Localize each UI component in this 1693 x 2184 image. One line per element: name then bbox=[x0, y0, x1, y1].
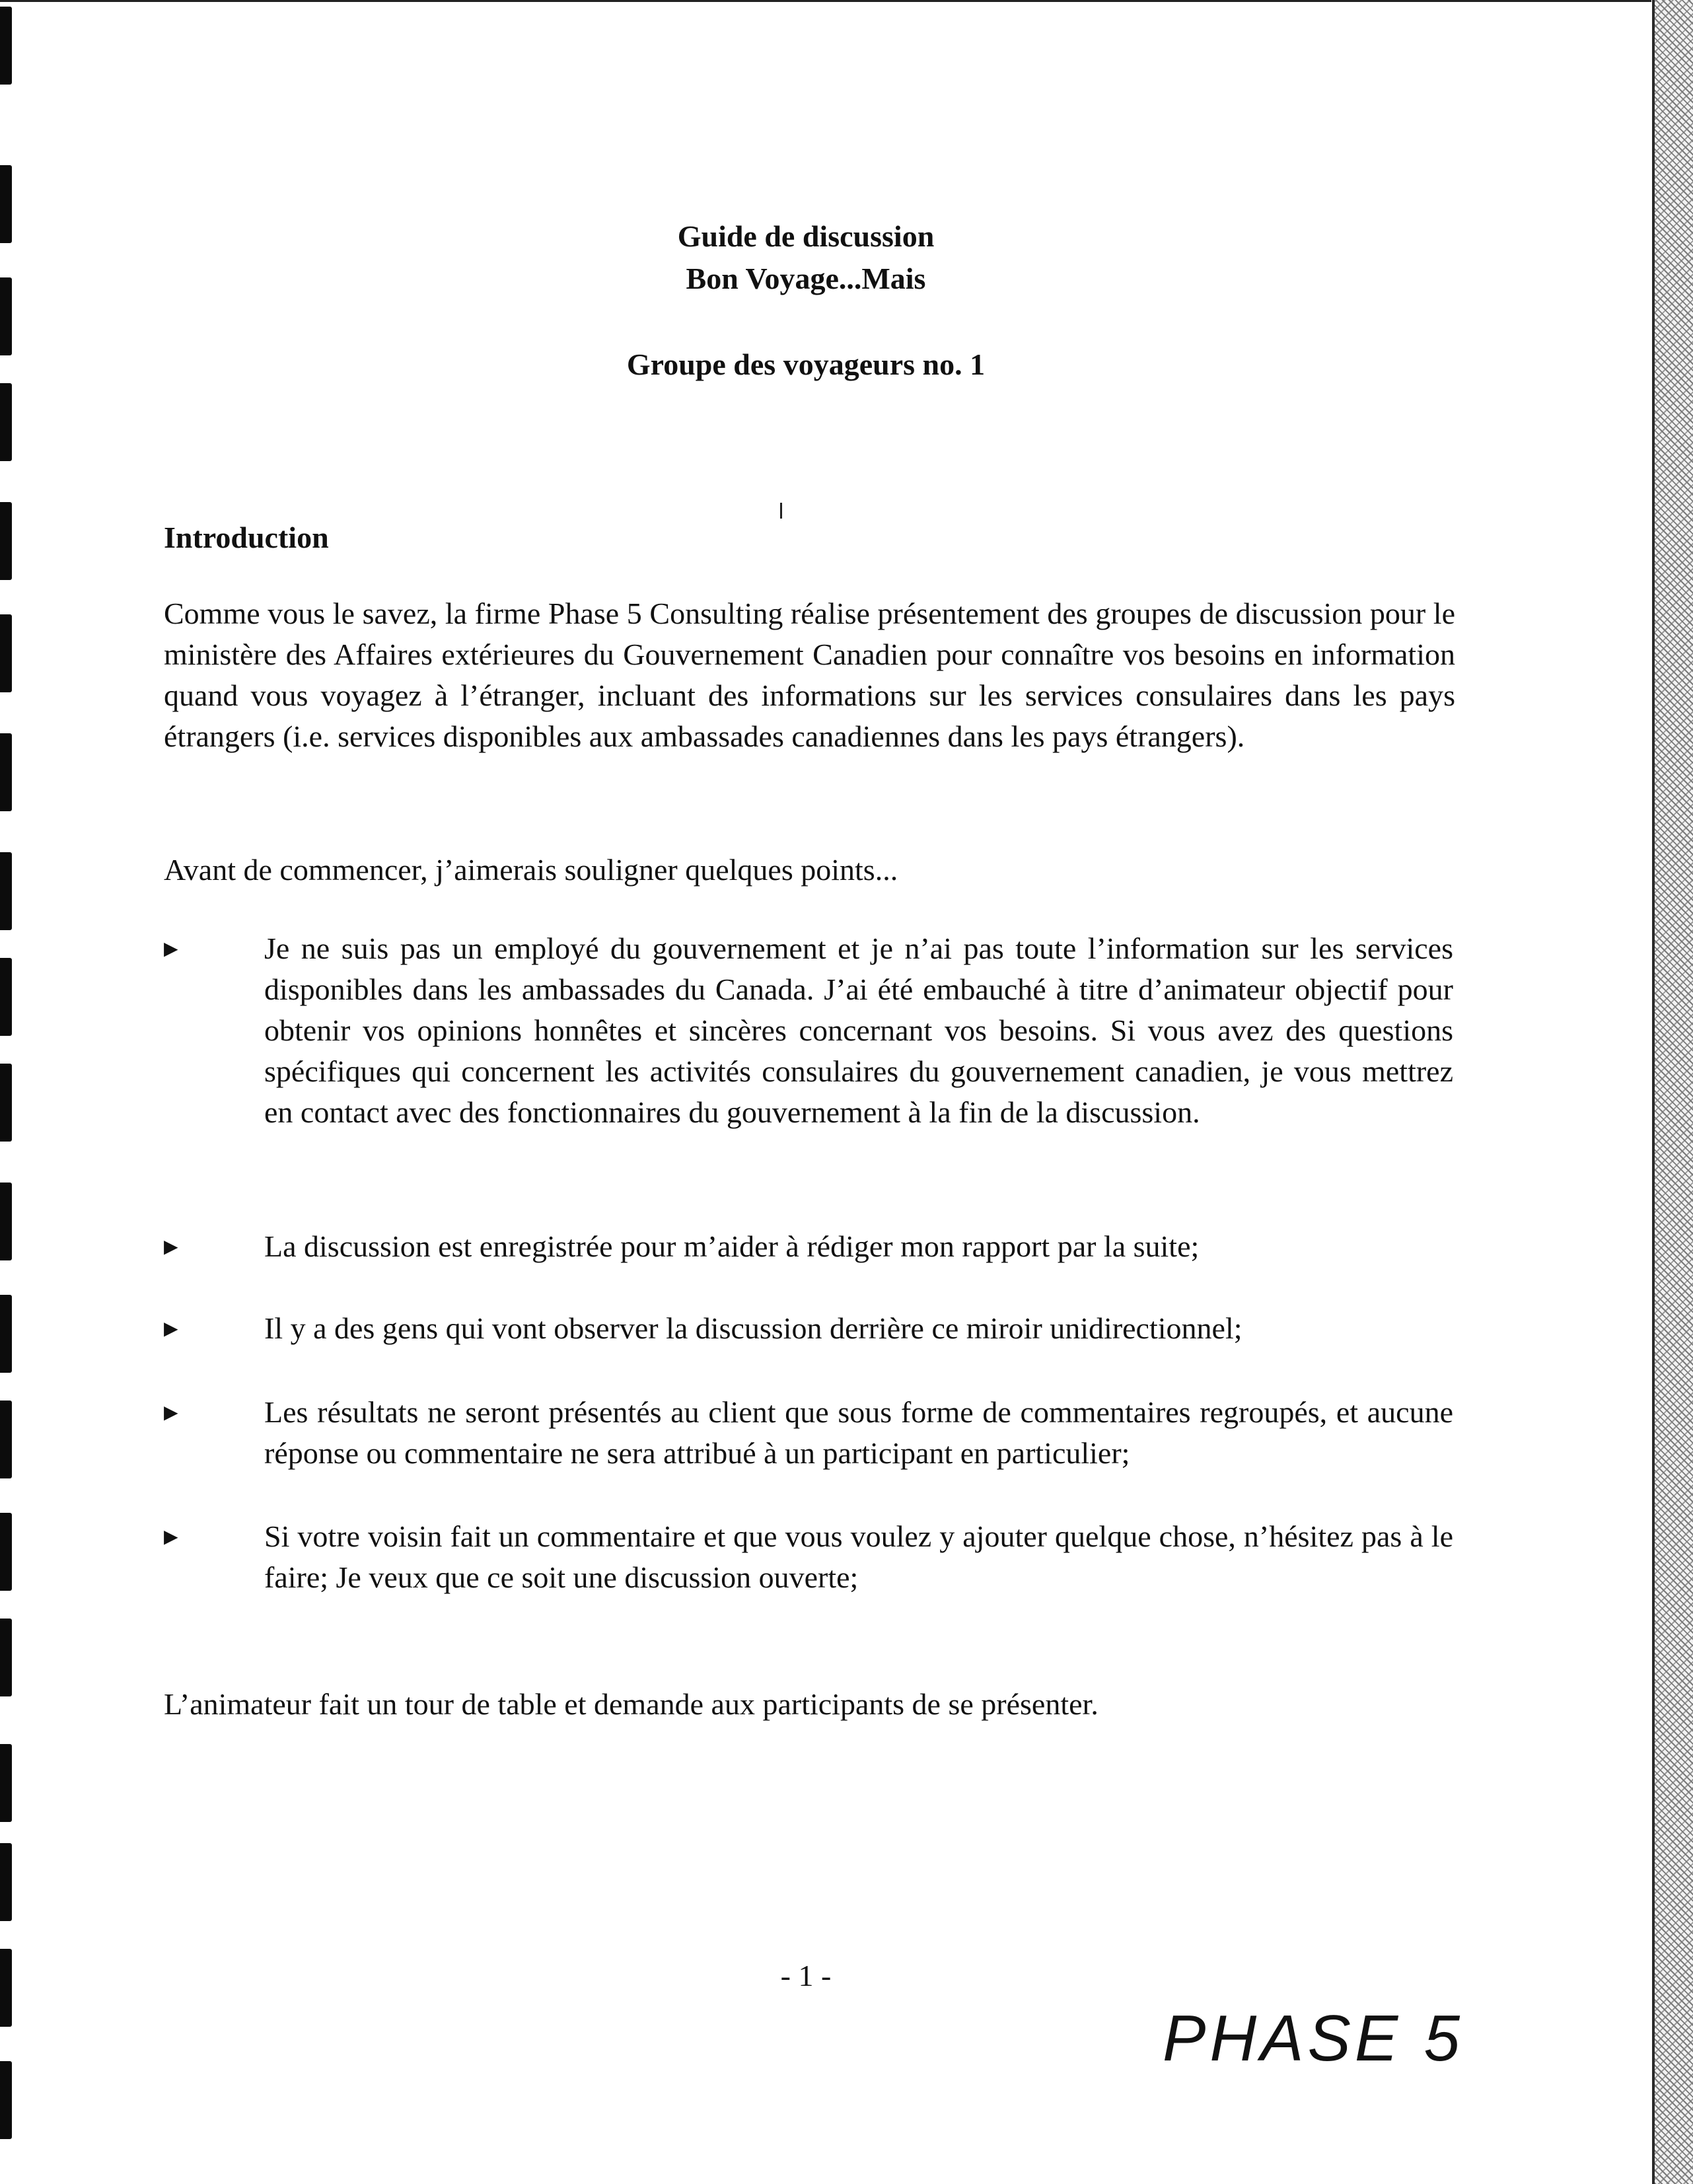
binding-hole bbox=[0, 733, 12, 811]
document-title: Guide de discussion bbox=[677, 219, 935, 253]
scan-edge-strip bbox=[1655, 0, 1693, 2184]
lead-in-text: Avant de commencer, j’aimerais souligner quelques points... bbox=[164, 853, 898, 887]
bullet-text: Il y a des gens qui vont observer la discussion derrière ce miroir unidirectionnel; bbox=[264, 1311, 1243, 1345]
scan-speck bbox=[780, 503, 782, 519]
binding-hole bbox=[0, 7, 12, 85]
binding-hole bbox=[0, 1513, 12, 1591]
binding-hole bbox=[0, 2061, 12, 2139]
bullet-text: Les résultats ne seront présentés au client que sous forme de commentaires regroupés, et aucune réponse ou commentaire ne sera attribué à un participant en particulier; bbox=[264, 1395, 1453, 1470]
group-heading: Groupe des voyageurs no. 1 bbox=[626, 347, 986, 381]
right-triangle-bullet-icon: ▶ bbox=[164, 1527, 178, 1547]
binding-hole bbox=[0, 1744, 12, 1822]
bullet-text: Si votre voisin fait un commentaire et que vous voulez y ajouter quelque chose, n’hésitez pas à le faire; Je veux que ce soit une discussion ouverte; bbox=[264, 1519, 1453, 1594]
binding-hole bbox=[0, 1295, 12, 1373]
right-triangle-bullet-icon: ▶ bbox=[164, 939, 178, 959]
phase5-logo: PHASE 5 bbox=[1163, 2002, 1464, 2074]
binding-hole bbox=[0, 1619, 12, 1696]
document-subtitle: Bon Voyage...Mais bbox=[686, 262, 926, 295]
bullet-text: La discussion est enregistrée pour m’aider à rédiger mon rapport par la suite; bbox=[264, 1229, 1200, 1263]
introduction-heading: Introduction bbox=[164, 521, 329, 554]
bullet-text: Je ne suis pas un employé du gouvernement et je n’ai pas toute l’information sur les services disponibles dans les ambassades du Canada. J’ai été embauché à titre d’animateur objectif pour obtenir vos opinions honnêtes et sincères concernant vos besoins. Si vous avez des questions spécifiques qui concernent les activités consulaires du gouvernement canadien, je vous mettrez en contact avec des fonctionnaires du gouvernement à la fin de la discussion. bbox=[264, 931, 1453, 1129]
binding-hole bbox=[0, 1401, 12, 1478]
page-number: - 1 - bbox=[780, 1959, 832, 1992]
right-triangle-bullet-icon: ▶ bbox=[164, 1319, 178, 1339]
binding-hole bbox=[0, 614, 12, 692]
closing-text: L’animateur fait un tour de table et demande aux participants de se présenter. bbox=[164, 1687, 1099, 1721]
binding-hole bbox=[0, 502, 12, 580]
binding-hole bbox=[0, 852, 12, 930]
binding-hole bbox=[0, 383, 12, 461]
binding-holes bbox=[0, 0, 15, 2184]
binding-hole bbox=[0, 1843, 12, 1921]
binding-hole bbox=[0, 1064, 12, 1142]
introduction-paragraph: Comme vous le savez, la firme Phase 5 Consulting réalise présentement des groupes de discussion pour le ministère des Affaires extérieures du Gouvernement Canadien pour connaître vos besoins en information quand vous voyagez à l’étranger, incluant des informations sur les services consulaires dans les pays étrangers (i.e. services disponibles aux ambassades canadiennes dans les pays étrangers). bbox=[164, 597, 1455, 753]
right-triangle-bullet-icon: ▶ bbox=[164, 1237, 178, 1257]
binding-hole bbox=[0, 958, 12, 1036]
binding-hole bbox=[0, 1183, 12, 1260]
right-triangle-bullet-icon: ▶ bbox=[164, 1402, 178, 1423]
scan-top-rule bbox=[0, 0, 1651, 2]
